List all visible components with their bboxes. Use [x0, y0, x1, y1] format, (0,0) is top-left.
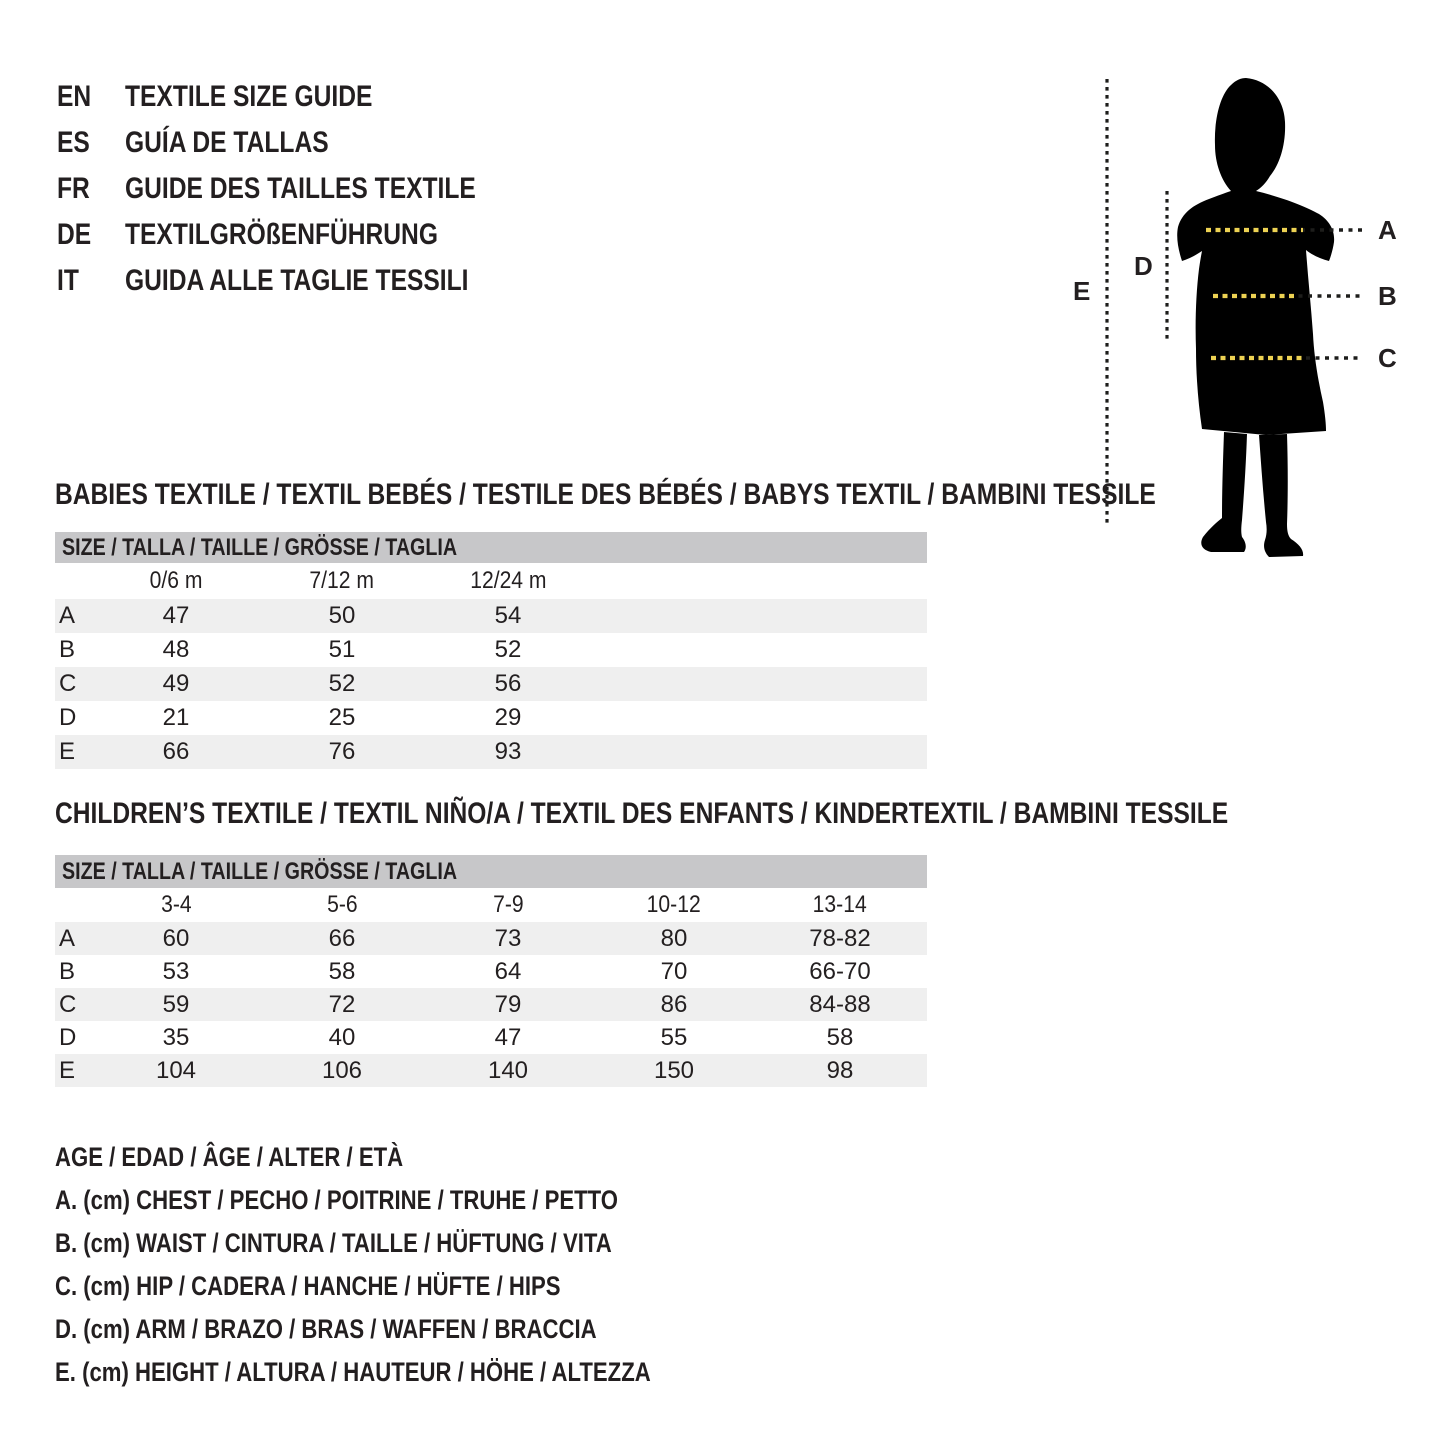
cell: 49	[162, 670, 190, 697]
guide-title: GUÍA DE TALLAS	[125, 126, 329, 159]
column-header: 7/12 m	[309, 567, 375, 594]
label-chest: A	[1378, 215, 1397, 245]
silhouette-body	[1177, 78, 1334, 435]
cell: 79	[494, 990, 522, 1018]
legend-line-waist: B. (cm) WAIST / CINTURA / TAILLE / HÜFTUNG / VITA	[55, 1228, 612, 1258]
cell: 84-88	[809, 990, 871, 1018]
cell: 52	[328, 670, 356, 697]
row-label: E	[59, 738, 76, 765]
babies-section-heading: BABIES TEXTILE / TEXTIL BEBÉS / TESTILE DES BÉBÉS / BABYS TEXTIL / BAMBINI TESSILE	[55, 478, 1156, 511]
column-header: 7-9	[492, 891, 524, 918]
cell: 51	[328, 636, 356, 663]
legend-line-arm: D. (cm) ARM / BRAZO / BRAS / WAFFEN / BRACCIA	[55, 1314, 597, 1344]
table-row	[55, 599, 927, 633]
cell: 66	[162, 738, 190, 765]
language-code: IT	[57, 264, 79, 297]
language-code: EN	[57, 80, 92, 113]
cell: 66	[328, 924, 356, 952]
cell: 55	[660, 1023, 688, 1051]
babies-size-header-bar: SIZE / TALLA / TAILLE / GRÖSSE / TAGLIA	[55, 532, 927, 563]
cell: 58	[826, 1023, 854, 1051]
column-header: 3-4	[160, 891, 192, 918]
children-size-header-bar: SIZE / TALLA / TAILLE / GRÖSSE / TAGLIA	[55, 855, 927, 888]
table-row	[55, 1054, 927, 1087]
legend-line-height: E. (cm) HEIGHT / ALTURA / HAUTEUR / HÖHE / ALTEZZA	[55, 1357, 651, 1387]
column-header: 10-12	[646, 891, 702, 918]
table-row	[55, 1021, 927, 1054]
cell: 21	[162, 704, 190, 731]
cell: 104	[155, 1056, 197, 1084]
row-label: D	[59, 704, 77, 731]
babies-column-header-row	[55, 563, 927, 599]
label-height: E	[1073, 276, 1091, 306]
cell: 25	[328, 704, 356, 731]
cell: 60	[162, 924, 190, 952]
label-hip: C	[1378, 343, 1397, 373]
language-code: DE	[57, 218, 92, 251]
row-label: C	[59, 990, 77, 1018]
row-label: D	[59, 1023, 77, 1051]
row-label: E	[59, 1056, 76, 1084]
column-header: 12/24 m	[469, 567, 547, 594]
babies-size-table	[55, 532, 927, 769]
column-header: 5-6	[326, 891, 358, 918]
cell: 47	[494, 1023, 522, 1051]
guide-title: GUIDA ALLE TAGLIE TESSILI	[125, 264, 469, 297]
cell: 140	[487, 1056, 529, 1084]
row-label: A	[59, 924, 76, 952]
cell: 52	[494, 636, 522, 663]
row-label: C	[59, 670, 77, 697]
cell: 66-70	[809, 957, 871, 985]
cell: 64	[494, 957, 522, 985]
table-row	[55, 701, 927, 735]
legend-line-hip: C. (cm) HIP / CADERA / HANCHE / HÜFTE / HIPS	[55, 1271, 561, 1301]
cell: 72	[328, 990, 356, 1018]
cell: 58	[328, 957, 356, 985]
column-header: 13-14	[812, 891, 868, 918]
table-row	[55, 667, 927, 701]
table-row	[55, 922, 927, 955]
guide-title: GUIDE DES TAILLES TEXTILE	[125, 172, 476, 205]
cell: 54	[494, 602, 522, 629]
children-section-heading: CHILDREN’S TEXTILE / TEXTIL NIÑO/A / TEXTIL DES ENFANTS / KINDERTEXTIL / BAMBINI TESSILE	[55, 797, 1229, 830]
children-size-table	[55, 855, 927, 1087]
cell: 150	[653, 1056, 695, 1084]
cell: 53	[162, 957, 190, 985]
table-row	[55, 988, 927, 1021]
row-label: B	[59, 636, 76, 663]
language-code: ES	[57, 126, 90, 159]
cell: 40	[328, 1023, 356, 1051]
column-header: 0/6 m	[149, 567, 203, 594]
row-label: A	[59, 602, 76, 629]
cell: 80	[660, 924, 688, 952]
cell: 59	[162, 990, 190, 1018]
cell: 35	[162, 1023, 190, 1051]
table-row	[55, 735, 927, 769]
cell: 93	[494, 738, 522, 765]
language-code-list	[57, 74, 99, 304]
cell: 78-82	[809, 924, 871, 952]
cell: 98	[826, 1056, 854, 1084]
cell: 48	[162, 636, 190, 663]
label-arm: D	[1134, 251, 1153, 281]
language-code: FR	[57, 172, 90, 205]
cell: 70	[660, 957, 688, 985]
child-silhouette-diagram	[1060, 60, 1445, 600]
cell: 56	[494, 670, 522, 697]
children-column-header-row	[55, 888, 927, 922]
cell: 29	[494, 704, 522, 731]
cell: 106	[321, 1056, 363, 1084]
cell: 86	[660, 990, 688, 1018]
legend-line-age: AGE / EDAD / ÂGE / ALTER / ETÀ	[55, 1142, 404, 1172]
cell: 73	[494, 924, 522, 952]
guide-title: TEXTILE SIZE GUIDE	[125, 80, 373, 113]
legend-line-chest: A. (cm) CHEST / PECHO / POITRINE / TRUHE / PETTO	[55, 1185, 618, 1215]
measurement-legend	[55, 1136, 781, 1394]
row-label: B	[59, 957, 76, 985]
measurement-figure	[1060, 60, 1445, 600]
table-row	[55, 955, 927, 988]
cell: 47	[162, 602, 190, 629]
label-waist: B	[1378, 281, 1397, 311]
cell: 76	[328, 738, 356, 765]
guide-title: TEXTILGRÖßENFÜHRUNG	[125, 218, 438, 251]
language-title-list	[125, 74, 553, 304]
cell: 50	[328, 602, 356, 629]
table-row	[55, 633, 927, 667]
